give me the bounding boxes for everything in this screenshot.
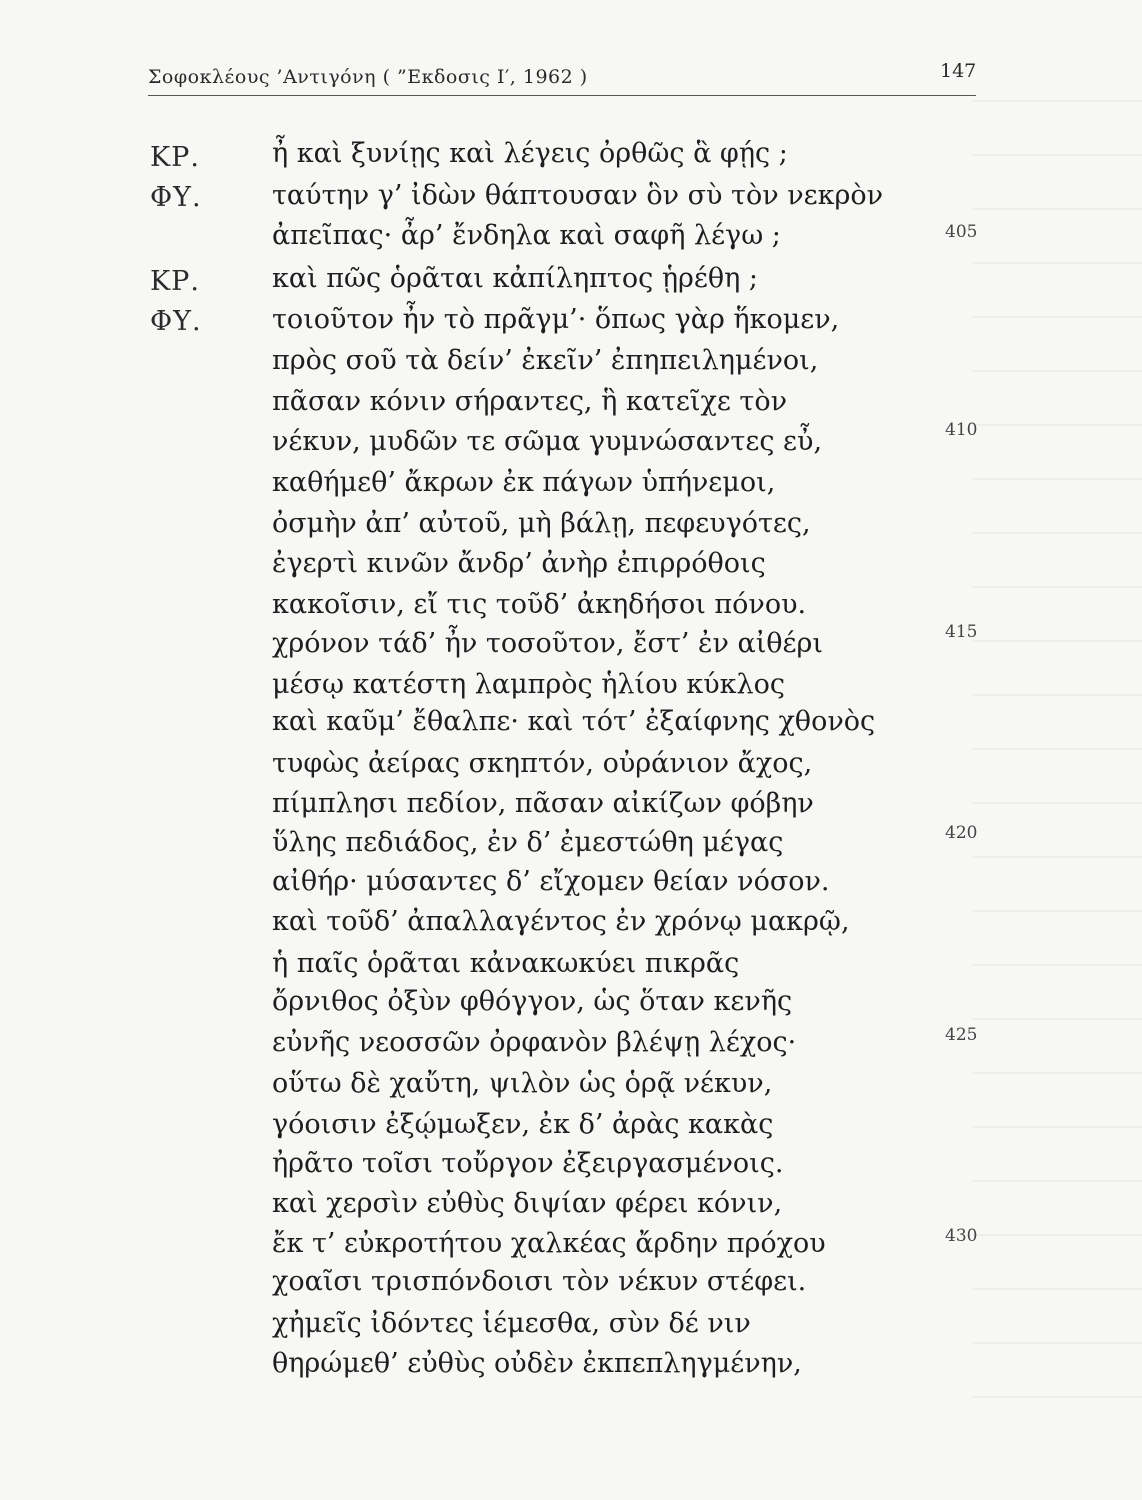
line-number: 410 <box>945 420 978 440</box>
verse-line: ἦ καὶ ξυνίῃς καὶ λέγεις ὀρθῶς ἃ φῄς ; <box>272 138 788 169</box>
verse-line: χἠμεῖς ἰδόντες ἱέμεσθα, σὺν δέ νιν <box>272 1308 751 1339</box>
verse-line: ἔκ τ’ εὐκροτήτου χαλκέας ἄρδην πρόχου <box>272 1228 826 1259</box>
verse-line: αἰθήρ· μύσαντες δ’ εἴχομεν θείαν νόσον. <box>272 866 830 897</box>
verse-line: χρόνον τάδ’ ἦν τοσοῦτον, ἔστ’ ἐν αἰθέρι <box>272 628 824 659</box>
verse-line: κακοῖσιν, εἴ τις τοῦδ’ ἀκηδήσοι πόνου. <box>272 589 807 620</box>
verse-line: μέσῳ κατέστη λαμπρὸς ἡλίου κύκλος <box>272 669 785 700</box>
verse-line: τυφὼς ἀείρας σκηπτόν, οὐράνιον ἄχος, <box>272 748 813 779</box>
verse-line: ταύτην γ’ ἰδὼν θάπτουσαν ὃν σὺ τὸν νεκρὸν <box>272 180 884 211</box>
verse-line: ἡ παῖς ὁρᾶται κἀνακωκύει πικρᾶς <box>272 948 740 979</box>
speaker-label: ΦΥ. <box>150 182 202 213</box>
speaker-label: ΦΥ. <box>150 306 202 337</box>
verse-line: καὶ καῦμ’ ἔθαλπε· καὶ τότ’ ἐξαίφνης χθονὸς <box>272 706 876 737</box>
bleed-through <box>972 100 1142 1400</box>
verse-line: πρὸς σοῦ τὰ δείν’ ἐκεῖν’ ἐπηπειλημένοι, <box>272 345 819 376</box>
verse-line: ἐγερτὶ κινῶν ἄνδρ’ ἀνὴρ ἐπιρρόθοις <box>272 548 766 579</box>
header-rule <box>148 95 976 96</box>
line-number: 425 <box>945 1025 978 1045</box>
verse-line: καὶ χερσὶν εὐθὺς διψίαν φέρει κόνιν, <box>272 1188 783 1219</box>
verse-line: θηρώμεθ’ εὐθὺς οὐδὲν ἐκπεπληγμένην, <box>272 1348 802 1379</box>
verse-line: γόοισιν ἐξῴμωξεν, ἐκ δ’ ἀρὰς κακὰς <box>272 1109 774 1140</box>
verse-line: οὕτω δὲ χαὔτη, ψιλὸν ὡς ὁρᾷ νέκυν, <box>272 1068 773 1099</box>
verse-line: καὶ πῶς ὁρᾶται κἀπίληπτος ᾑρέθη ; <box>272 263 758 294</box>
verse-line: εὐνῆς νεοσσῶν ὀρφανὸν βλέψῃ λέχος· <box>272 1027 797 1058</box>
speaker-label: ΚΡ. <box>150 142 200 173</box>
line-number: 405 <box>945 222 978 242</box>
speaker-label: ΚΡ. <box>150 266 200 297</box>
verse-line: ἠρᾶτο τοῖσι τοὔργον ἐξειργασμένοις. <box>272 1148 784 1179</box>
verse-line: καὶ τοῦδ’ ἀπαλλαγέντος ἐν χρόνῳ μακρῷ, <box>272 906 850 937</box>
line-number: 420 <box>945 823 978 843</box>
verse-line: τοιοῦτον ἦν τὸ πρᾶγμ’· ὅπως γὰρ ἥκομεν, <box>272 304 840 335</box>
running-header: Σοφοκλέους ’Αντιγόνη ( ”Εκδοσις Ι′, 1962 ) <box>148 66 588 88</box>
verse-line: καθήμεθ’ ἄκρων ἐκ πάγων ὑπήνεμοι, <box>272 467 776 498</box>
line-number: 415 <box>945 622 978 642</box>
verse-line: χοαῖσι τρισπόνδοισι τὸν νέκυν στέφει. <box>272 1266 807 1297</box>
verse-line: ὕλης πεδιάδος, ἐν δ’ ἐμεστώθη μέγας <box>272 827 784 858</box>
verse-line: νέκυν, μυδῶν τε σῶμα γυμνώσαντες εὖ, <box>272 426 823 457</box>
verse-line: ὄρνιθος ὀξὺν φθόγγον, ὡς ὅταν κενῆς <box>272 986 793 1017</box>
verse-line: πᾶσαν κόνιν σήραντες, ἣ κατεῖχε τὸν <box>272 386 788 417</box>
page-number: 147 <box>940 60 977 82</box>
verse-line: ἀπεῖπας· ἆρ’ ἔνδηλα καὶ σαφῆ λέγω ; <box>272 220 781 251</box>
verse-line: πίμπλησι πεδίον, πᾶσαν αἰκίζων φόβην <box>272 788 814 819</box>
verse-line: ὀσμὴν ἀπ’ αὐτοῦ, μὴ βάλῃ, πεφευγότες, <box>272 508 811 539</box>
line-number: 430 <box>945 1226 978 1246</box>
